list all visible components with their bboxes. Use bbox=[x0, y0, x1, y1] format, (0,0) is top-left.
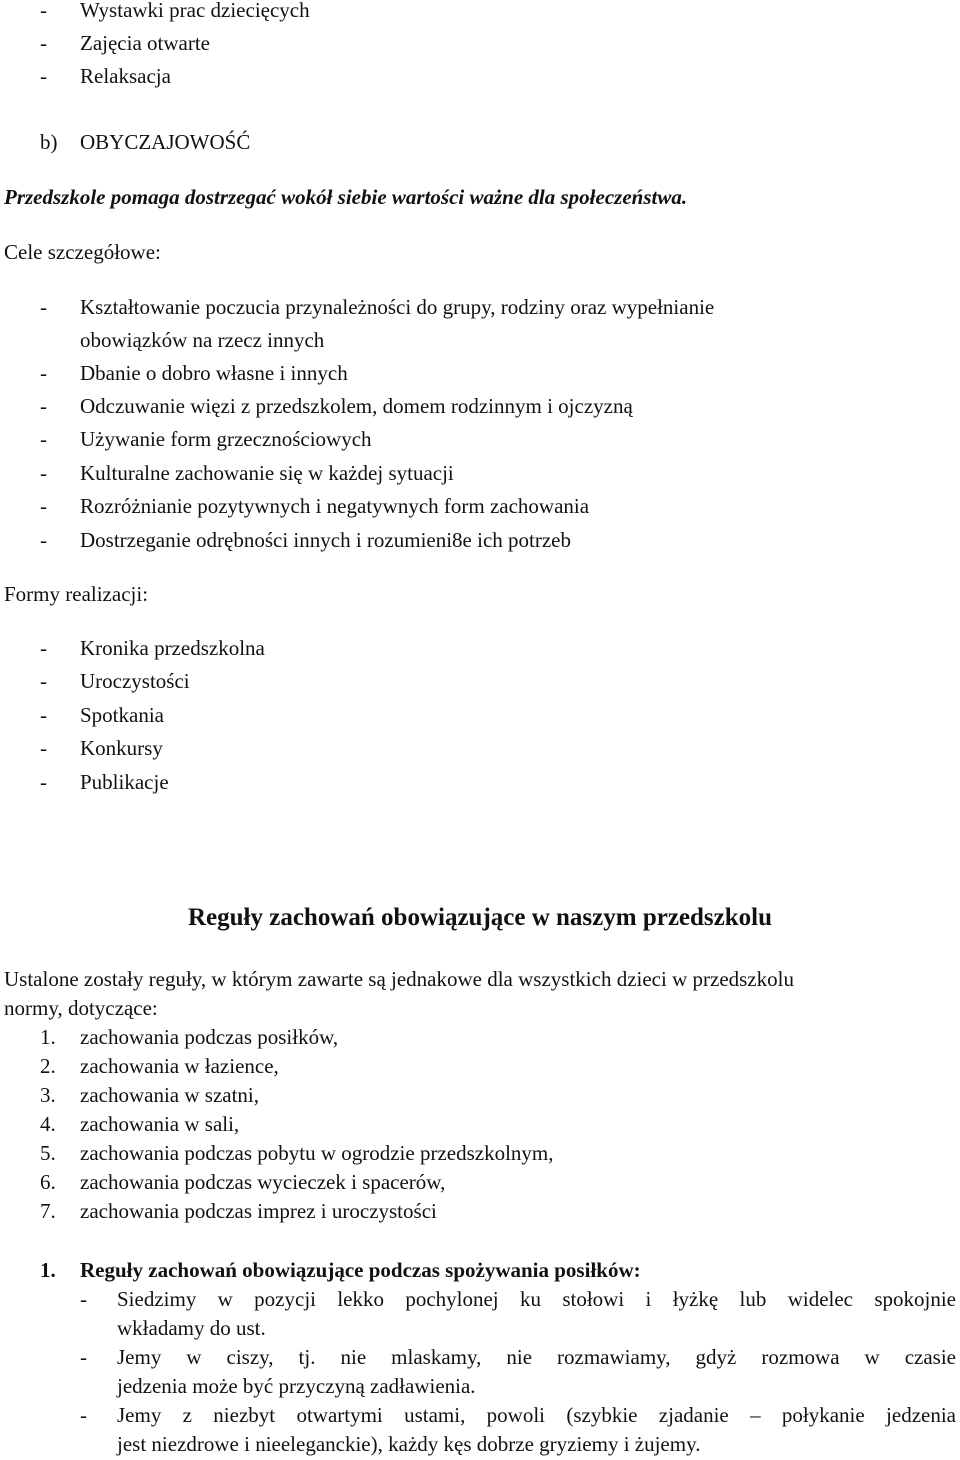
list-item: Zajęcia otwarte bbox=[80, 31, 210, 55]
numbered-item-num: 6. bbox=[40, 1170, 56, 1194]
numbered-item-num: 7. bbox=[40, 1199, 56, 1223]
form-item: Konkursy bbox=[80, 736, 163, 760]
rules-intro: Ustalone zostały reguły, w którym zawarte są jednakowe dla wszystkich dzieci w przedszkolu bbox=[4, 967, 794, 991]
meal-rule-continued: jest niezdrowe i nieeleganckie), każdy kęs dobrze gryziemy i żujemy. bbox=[117, 1432, 701, 1456]
form-item: Uroczystości bbox=[80, 669, 190, 693]
goals-title: Cele szczegółowe: bbox=[4, 240, 161, 264]
meals-num: 1. bbox=[40, 1258, 56, 1282]
list-dash: - bbox=[40, 494, 47, 518]
numbered-item-num: 5. bbox=[40, 1141, 56, 1165]
numbered-item: zachowania podczas imprez i uroczystości bbox=[80, 1199, 437, 1223]
list-dash: - bbox=[40, 770, 47, 794]
forms-title: Formy realizacji: bbox=[4, 582, 149, 606]
rules-intro-continued: normy, dotyczące: bbox=[4, 996, 158, 1020]
rules-heading: Reguły zachowań obowiązujące w naszym przedszkolu bbox=[187, 904, 772, 931]
list-dash: - bbox=[40, 31, 47, 55]
list-dash: - bbox=[40, 461, 47, 485]
list-dash: - bbox=[40, 394, 47, 418]
meals-title: Reguły zachowań obowiązujące podczas spożywania posiłków: bbox=[80, 1258, 641, 1282]
numbered-item: zachowania podczas posiłków, bbox=[80, 1025, 339, 1049]
goal-item: Kulturalne zachowanie się w każdej sytuacji bbox=[80, 461, 454, 485]
list-dash: - bbox=[40, 0, 47, 22]
list-item: Relaksacja bbox=[80, 64, 171, 88]
list-dash: - bbox=[80, 1403, 87, 1427]
form-item: Publikacje bbox=[80, 770, 169, 794]
form-item: Kronika przedszkolna bbox=[80, 636, 265, 660]
numbered-item-num: 2. bbox=[40, 1054, 56, 1078]
section-label: b) bbox=[40, 130, 58, 154]
section-title: OBYCZAJOWOŚĆ bbox=[80, 130, 251, 154]
goal-item: Dostrzeganie odrębności innych i rozumieni8e ich potrzeb bbox=[80, 528, 571, 552]
meal-rule: Siedzimy w pozycji lekko pochylonej ku stołowi i łyżkę lub widelec spokojnie bbox=[117, 1287, 956, 1311]
list-dash: - bbox=[40, 295, 47, 319]
list-dash: - bbox=[40, 703, 47, 727]
goal-item: Dbanie o dobro własne i innych bbox=[80, 361, 348, 385]
section-lead: Przedszkole pomaga dostrzegać wokół siebie wartości ważne dla społeczeństwa. bbox=[4, 185, 688, 209]
numbered-item: zachowania podczas pobytu w ogrodzie przedszkolnym, bbox=[80, 1141, 554, 1165]
form-item: Spotkania bbox=[80, 703, 164, 727]
goal-item: Kształtowanie poczucia przynależności do grupy, rodziny oraz wypełnianie bbox=[80, 295, 715, 319]
numbered-item-num: 4. bbox=[40, 1112, 56, 1136]
numbered-item: zachowania podczas wycieczek i spacerów, bbox=[80, 1170, 446, 1194]
list-dash: - bbox=[80, 1345, 87, 1369]
numbered-item-num: 1. bbox=[40, 1025, 56, 1049]
goal-item: Używanie form grzecznościowych bbox=[80, 427, 372, 451]
list-item: Wystawki prac dziecięcych bbox=[80, 0, 310, 22]
goal-item: Odczuwanie więzi z przedszkolem, domem rodzinnym i ojczyzną bbox=[80, 394, 633, 418]
numbered-item: zachowania w łazience, bbox=[80, 1054, 279, 1078]
list-dash: - bbox=[80, 1287, 87, 1311]
list-dash: - bbox=[40, 64, 47, 88]
numbered-item: zachowania w szatni, bbox=[80, 1083, 260, 1107]
list-dash: - bbox=[40, 361, 47, 385]
list-dash: - bbox=[40, 669, 47, 693]
list-dash: - bbox=[40, 427, 47, 451]
meal-rule-continued: jedzenia może być przyczyną zadławienia. bbox=[117, 1374, 476, 1398]
numbered-item-num: 3. bbox=[40, 1083, 56, 1107]
goal-item: Rozróżnianie pozytywnych i negatywnych form zachowania bbox=[80, 494, 590, 518]
numbered-item: zachowania w sali, bbox=[80, 1112, 240, 1136]
goal-item-continued: obowiązków na rzecz innych bbox=[80, 328, 325, 352]
list-dash: - bbox=[40, 736, 47, 760]
meal-rule-continued: wkładamy do ust. bbox=[117, 1316, 266, 1340]
meal-rule: Jemy z niezbyt otwartymi ustami, powoli (szybkie zjadanie – połykanie jedzenia bbox=[117, 1403, 956, 1427]
list-dash: - bbox=[40, 636, 47, 660]
meal-rule: Jemy w ciszy, tj. nie mlaskamy, nie rozmawiamy, gdyż rozmowa w czasie bbox=[117, 1345, 956, 1369]
list-dash: - bbox=[40, 528, 47, 552]
